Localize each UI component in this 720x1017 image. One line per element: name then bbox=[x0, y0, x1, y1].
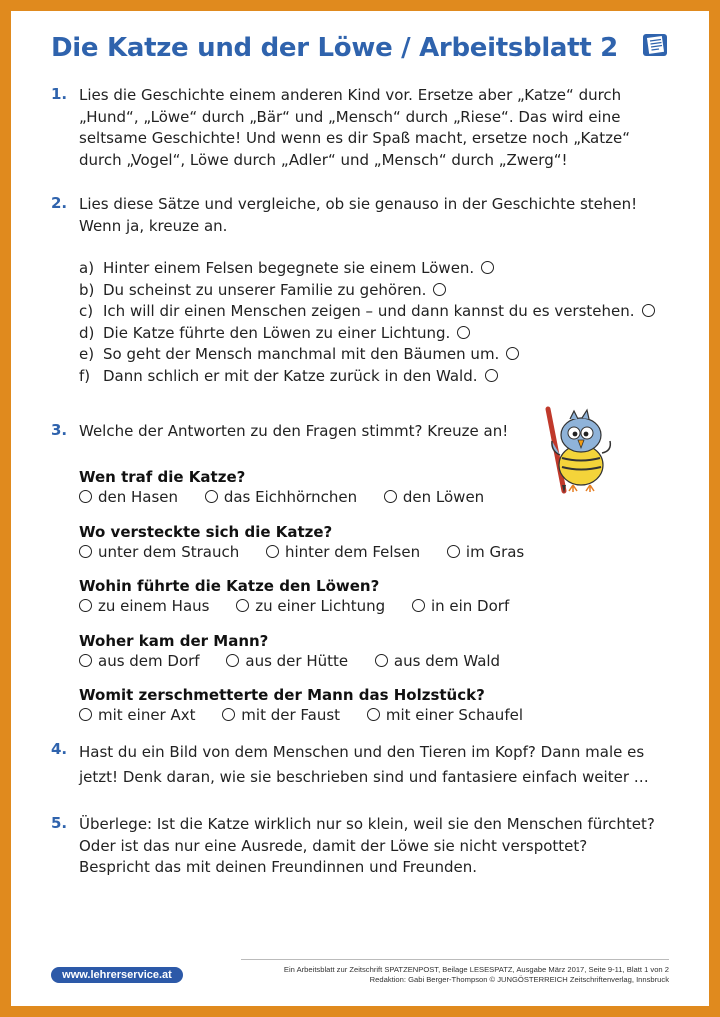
answer-option[interactable]: mit der Faust bbox=[222, 705, 340, 725]
answer-option[interactable]: im Gras bbox=[447, 542, 524, 562]
answer-option[interactable]: aus der Hütte bbox=[226, 651, 348, 671]
footer-line: Redaktion: Gabi Berger-Thompson © JUNGÖSTERREICH Zeitschriftenverlag, Innsbruck bbox=[369, 975, 669, 984]
list-item: e) So geht der Mensch manchmal mit den Bäumen um. bbox=[79, 344, 679, 366]
text-line: Oder ist das nur eine Ausrede, damit der Löwe sie nicht verspottet? bbox=[79, 836, 588, 855]
checkbox-circle[interactable] bbox=[481, 261, 494, 274]
answer-option[interactable]: aus dem Wald bbox=[375, 651, 500, 671]
checkbox-circle[interactable] bbox=[485, 369, 498, 382]
text-line: Bespricht das mit deinen Freundinnen und Freunden. bbox=[79, 858, 478, 876]
statement-list bbox=[79, 258, 679, 387]
answer-options bbox=[79, 705, 639, 725]
question: Womit zerschmetterte der Mann das Holzstück? bbox=[79, 686, 485, 704]
answer-option[interactable]: mit einer Axt bbox=[79, 705, 196, 725]
question-block bbox=[79, 576, 639, 616]
answer-options bbox=[79, 651, 639, 671]
text-line: Welche der Antworten zu den Fragen stimmt? Kreuze an! bbox=[79, 422, 509, 440]
task-text bbox=[79, 194, 679, 237]
checkbox-circle[interactable] bbox=[506, 347, 519, 360]
text-line: Wenn ja, kreuze an. bbox=[79, 216, 228, 235]
task-number: 3. bbox=[51, 421, 68, 439]
bird-with-pencil-illustration bbox=[526, 403, 618, 495]
text-line: „Hund“, „Löwe“ durch „Bär“ und „Mensch“ durch „Riese“. Das wird eine bbox=[79, 107, 621, 126]
task-text bbox=[79, 740, 679, 790]
question-block bbox=[79, 685, 639, 725]
task-number: 1. bbox=[51, 85, 68, 103]
answer-option[interactable]: in ein Dorf bbox=[412, 596, 509, 616]
task-text bbox=[79, 85, 679, 171]
list-item: a) Hinter einem Felsen begegnete sie einem Löwen. bbox=[79, 258, 679, 280]
worksheet-page bbox=[11, 11, 709, 1006]
footer-credits bbox=[199, 965, 669, 985]
answer-option[interactable]: unter dem Strauch bbox=[79, 542, 239, 562]
task-number: 4. bbox=[51, 740, 68, 758]
footer-line: Ein Arbeitsblatt zur Zeitschrift SPATZENPOST, Beilage LESESPATZ, Ausgabe März 2017, Seite 9-11, Blatt 1 von 2 bbox=[283, 965, 669, 974]
task-text bbox=[79, 814, 679, 879]
text-line: Überlege: Ist die Katze wirklich nur so klein, weil sie den Menschen fürchtet? bbox=[79, 815, 655, 833]
text-line: seltsame Geschichte! Und wenn es dir Spaß macht, ersetze noch „Katze“ bbox=[79, 129, 631, 147]
footer-divider bbox=[241, 959, 669, 960]
list-item: c) Ich will dir einen Menschen zeigen – und dann kannst du es verstehen. bbox=[79, 301, 679, 323]
question: Woher kam der Mann? bbox=[79, 632, 269, 650]
question-block bbox=[79, 631, 639, 671]
checkbox-circle[interactable] bbox=[433, 283, 446, 296]
task-number: 2. bbox=[51, 194, 68, 212]
answer-options bbox=[79, 596, 639, 616]
page-title: Die Katze und der Löwe / Arbeitsblatt 2 bbox=[51, 33, 618, 63]
worksheet-icon bbox=[642, 33, 668, 57]
list-item: b) Du scheinst zu unserer Familie zu gehören. bbox=[79, 280, 679, 302]
text-line: Lies diese Sätze und vergleiche, ob sie genauso in der Geschichte stehen! bbox=[79, 195, 638, 213]
list-item: d) Die Katze führte den Löwen zu einer Lichtung. bbox=[79, 323, 679, 345]
answer-option[interactable]: hinter dem Felsen bbox=[266, 542, 420, 562]
answer-option[interactable]: den Löwen bbox=[384, 487, 484, 507]
question: Wo versteckte sich die Katze? bbox=[79, 523, 333, 541]
answer-option[interactable]: den Hasen bbox=[79, 487, 178, 507]
text-line: Lies die Geschichte einem anderen Kind vor. Ersetze aber „Katze“ durch bbox=[79, 86, 622, 104]
text-line: durch „Vogel“, Löwe durch „Adler“ und „Mensch“ durch „Zwerg“! bbox=[79, 150, 568, 169]
answer-option[interactable]: das Eichhörnchen bbox=[205, 487, 357, 507]
answer-option[interactable]: zu einem Haus bbox=[79, 596, 209, 616]
text-line: Hast du ein Bild von dem Menschen und den Tieren im Kopf? Dann male es bbox=[79, 743, 645, 761]
lehrerservice-logo[interactable]: www.lehrerservice.at bbox=[51, 967, 183, 983]
list-item: f) Dann schlich er mit der Katze zurück in den Wald. bbox=[79, 366, 679, 388]
answer-option[interactable]: aus dem Dorf bbox=[79, 651, 200, 671]
answer-options bbox=[79, 542, 639, 562]
question: Wen traf die Katze? bbox=[79, 468, 246, 486]
answer-option[interactable]: zu einer Lichtung bbox=[236, 596, 385, 616]
question-block bbox=[79, 522, 639, 562]
answer-option[interactable]: mit einer Schaufel bbox=[367, 705, 523, 725]
task-number: 5. bbox=[51, 814, 68, 832]
question: Wohin führte die Katze den Löwen? bbox=[79, 577, 380, 595]
checkbox-circle[interactable] bbox=[457, 326, 470, 339]
checkbox-circle[interactable] bbox=[642, 304, 655, 317]
text-line: jetzt! Denk daran, wie sie beschrieben sind und fantasiere einfach weiter … bbox=[79, 768, 649, 786]
